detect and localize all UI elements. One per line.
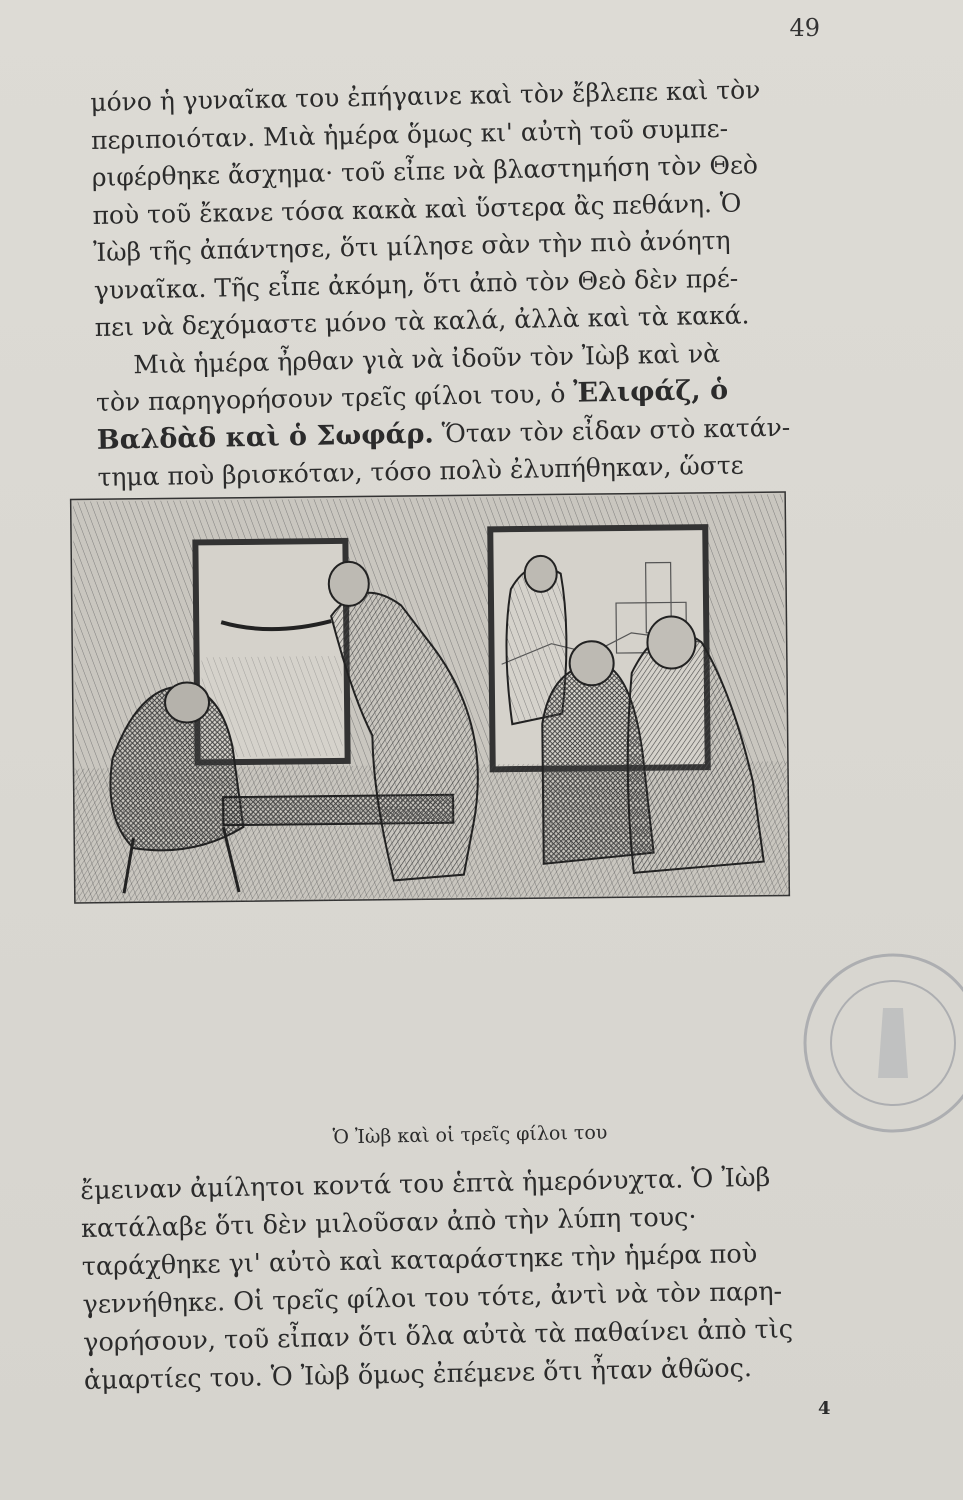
text-line: ἁμαρτίες του. Ὁ Ἰὼβ ὅμως ἐπέμενε ὅτι ἦταν ἀθῶος. [83, 1353, 753, 1396]
text-line: τημα ποὺ βρισκόταν, τόσο πολὺ ἐλυπήθηκαν, ὥστε [97, 450, 744, 492]
friend-names-bold: Βαλδὰδ καὶ ὁ Σωφάρ. [96, 417, 435, 456]
page-number: 49 [789, 14, 820, 42]
stamp-svg [798, 948, 963, 1138]
text-line: περιποιόταν. Μιὰ ἡμέρα ὅμως κι' αὐτὴ τοῦ συμπε- [90, 113, 729, 155]
figure-caption: Ὁ Ἰὼβ καὶ οἱ τρεῖς φίλοι του [332, 1121, 608, 1149]
friend-names-bold: Ἐλιφάζ, ὁ [573, 374, 729, 409]
text-line: Μιὰ ἡμέρα ἦρθαν γιὰ νὰ ἰδοῦν τὸν Ἰὼβ καὶ νὰ [133, 338, 721, 379]
engraving-illustration [70, 491, 790, 903]
text-line: γορήσουν, τοῦ εἶπαν ὅτι ὅλα αὐτὰ τὰ παθαίνει ἀπὸ τὶς [82, 1314, 794, 1358]
engraving-svg [70, 491, 790, 903]
text-line: γεννήθηκε. Οἱ τρεῖς φίλοι του τότε, ἀντὶ νὰ τὸν παρη- [82, 1276, 783, 1320]
text-line: ριφέρθηκε ἄσχημα· τοῦ εἶπε νὰ βλαστημήση τὸν Θεὸ [91, 150, 759, 192]
text-line: ταράχθηκε γι' αὐτὸ καὶ καταράστηκε τὴν ἡμέρα ποὺ [81, 1239, 758, 1282]
text-line: γυναῖκα. Τῆς εἶπε ἀκόμη, ὅτι ἀπὸ τὸν Θεὸ δὲν πρέ- [93, 263, 739, 305]
printer-signature-mark: 4 [818, 1398, 831, 1419]
stamp-emblem [878, 1008, 908, 1078]
paragraph-bottom [80, 1158, 824, 1400]
text-line: ποὺ τοῦ ἔκανε τόσα κακὰ καὶ ὕστερα ἂς πεθάνη. Ὁ [92, 188, 742, 230]
text-line: κατάλαβε ὅτι δὲν μιλοῦσαν ἀπὸ τὴν λύπη τους· [80, 1202, 697, 1244]
text-line: πει νὰ δεχόμαστε μόνο τὰ καλά, ἀλλὰ καὶ τὰ κακά. [94, 300, 750, 342]
paragraph-top [90, 70, 818, 496]
library-stamp [798, 948, 963, 1138]
text-line: μόνο ἡ γυναῖκα του ἐπήγαινε καὶ τὸν ἔβλεπε καὶ τὸν [90, 75, 761, 117]
text-line: ἔμειναν ἀμίλητοι κοντά του ἑπτὰ ἡμερόνυχτα. Ὁ Ἰὼβ [80, 1162, 771, 1206]
text-run: τὸν παρηγορήσουν τρεῖς φίλοι του, ὁ [95, 378, 574, 417]
text-line: Ἰὼβ τῆς ἀπάντησε, ὅτι μίλησε σὰν τὴν πιὸ ἀνόητη [92, 225, 731, 267]
text-run: Ὅταν τὸν εἶδαν στὸ κατάν- [433, 412, 791, 448]
